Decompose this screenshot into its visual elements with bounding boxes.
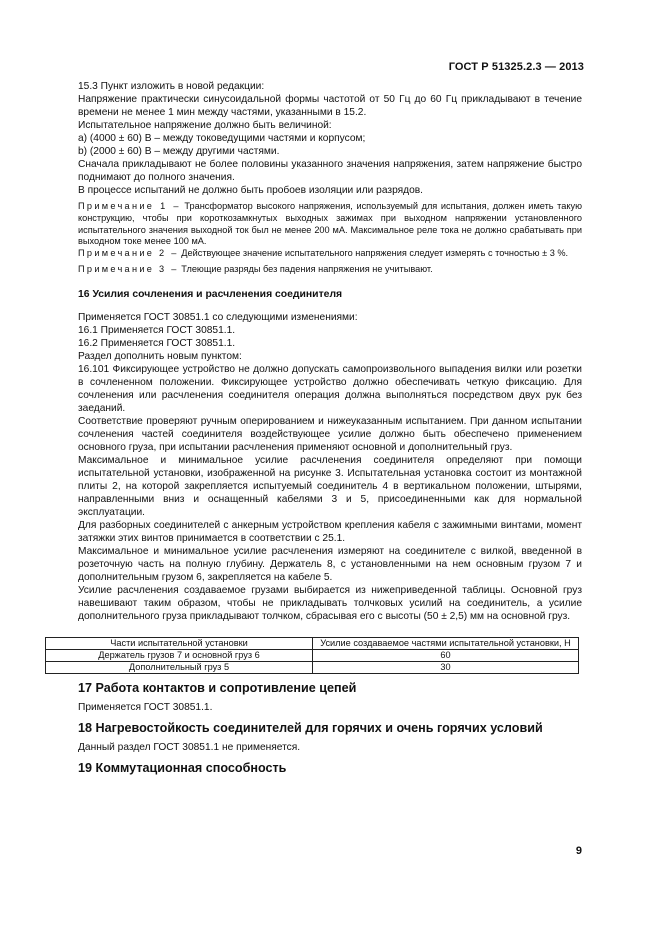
list-item: a) (4000 ± 60) В – между токоведущими частями и корпусом; (78, 133, 366, 144)
paragraph: Максимальное и минимальное усилие расчленения измеряют на соединителе с вилкой, введенной в розеточную часть на полную глубину. Держатель 8, с установленными на нем основным грузом 7 и дополнительным грузом 6, закрепляется на кабеле 5. (78, 545, 582, 583)
note-label: Примечание 2 – (78, 248, 179, 259)
paragraph: Применяется ГОСТ 30851.1 со следующими изменениями: (78, 311, 358, 323)
page-content (78, 80, 582, 775)
paragraph: Сначала прикладывают не более половины указанного значения напряжения, затем напряжение быстро поднимают до полного значения. (78, 159, 582, 183)
paragraph: В процессе испытаний не должно быть пробоев изоляции или разрядов. (78, 185, 423, 196)
note-text: Действующее значение испытательного напряжения следует измерять с точностью ± 3 %. (181, 248, 569, 259)
page-number: 9 (575, 845, 582, 857)
table-header-row (46, 637, 579, 649)
note-label: Примечание 1 – (78, 201, 181, 211)
note-2 (78, 248, 582, 260)
table-header-cell: Части испытательной установки (46, 637, 313, 649)
note-text: Тлеющие разряды без падения напряжения не учитывают. (181, 263, 433, 274)
paragraph: Применяется ГОСТ 30851.1. (78, 701, 213, 713)
note-label: Примечание 3 – (78, 263, 179, 274)
table-cell: Держатель грузов 7 и основной груз 6 (46, 649, 313, 661)
paragraph: Соответствие проверяют ручным оперированием и нижеуказанным испытанием. При данном испытании сочленения частей соединителя воздействующее усилие должно быть обеспечено применением основного груза, при испытании расчленения применяют основной и дополнительный груз. (78, 415, 582, 453)
paragraph: Напряжение практически синусоидальной формы частотой от 50 Гц до 60 Гц прикладывают в течение времени не менее 1 мин между частями, указанными в 15.2. (78, 94, 582, 118)
paragraph: Данный раздел ГОСТ 30851.1 не применяется. (78, 741, 301, 753)
paragraph: 16.101 Фиксирующее устройство не должно допускать самопроизвольного выпадения вилки или розетки в сочлененном положении. Фиксирующее устройство должно обеспечивать четкую фиксацию. Для сочленения или расчленения соединителя операция должна выполняться посредством двух рук без заеданий. (78, 363, 582, 414)
section-17-heading: 17 Работа контактов и сопротивление цепей (78, 680, 357, 695)
section-19-heading: 19 Коммутационная способность (78, 760, 287, 775)
paragraph: 16.2 Применяется ГОСТ 30851.1. (78, 337, 236, 349)
section-16-heading: 16 Усилия сочленения и расчленения соединителя (78, 288, 343, 300)
paragraph: Для разборных соединителей с анкерным устройством крепления кабеля с зажимными винтами, момент затяжки этих винтов принимается в соответствии с 25.1. (78, 519, 582, 544)
paragraph: Испытательное напряжение должно быть величиной: (78, 120, 332, 131)
note-text: Трансформатор высокого напряжения, используемый для испытания, должен иметь такую конструкцию, чтобы при короткозамкнутых выходных зажимах при выходном напряжении установленного испытательного значения выходной ток был не менее 200 мА. Максимальное реле тока не должно срабатывать при выходном токе менее 100 мА. (78, 201, 582, 247)
paragraph: 16.1 Применяется ГОСТ 30851.1. (78, 324, 236, 336)
note-3 (78, 264, 582, 276)
table-cell: Дополнительный груз 5 (46, 661, 313, 673)
note-1 (78, 201, 582, 248)
weights-table (45, 637, 579, 674)
paragraph: Раздел дополнить новым пунктом: (78, 350, 242, 362)
clause-15-3-intro: 15.3 Пункт изложить в новой редакции: (78, 81, 265, 92)
table-row (46, 661, 579, 673)
paragraph: Максимальное и минимальное усилие расчленения соединителя определяют при помощи испытательной установки, изображенной на рисунке 3. Испытательная установка состоит из монтажной плиты 2, на которой закрепляется испытуемый соединитель 4 в вертикальном положении, штырями, направленными вниз и оснащенный кабелями 3 и 5, присоединенными как для нормальной эксплуатации. (78, 454, 582, 518)
document-id-header: ГОСТ Р 51325.2.3 — 2013 (448, 61, 584, 73)
table-cell: 30 (313, 661, 579, 673)
section-18-heading: 18 Нагревостойкость соединителей для горячих и очень горячих условий (78, 720, 543, 735)
table-row (46, 649, 579, 661)
table-cell: 60 (313, 649, 579, 661)
table-header-cell: Усилие создаваемое частями испытательной установки, Н (313, 637, 579, 649)
paragraph: Усилие расчленения создаваемое грузами выбирается из нижеприведенной таблицы. Основной груз навешивают таким образом, чтобы не прикладывать толчковых усилий на соединитель, а усилие дополнительного груза прикладывают толчком, сбрасывая его с высоты (50 ± 2,5) мм на основной груз. (78, 584, 582, 622)
list-item: b) (2000 ± 60) В – между другими частями. (78, 146, 280, 157)
